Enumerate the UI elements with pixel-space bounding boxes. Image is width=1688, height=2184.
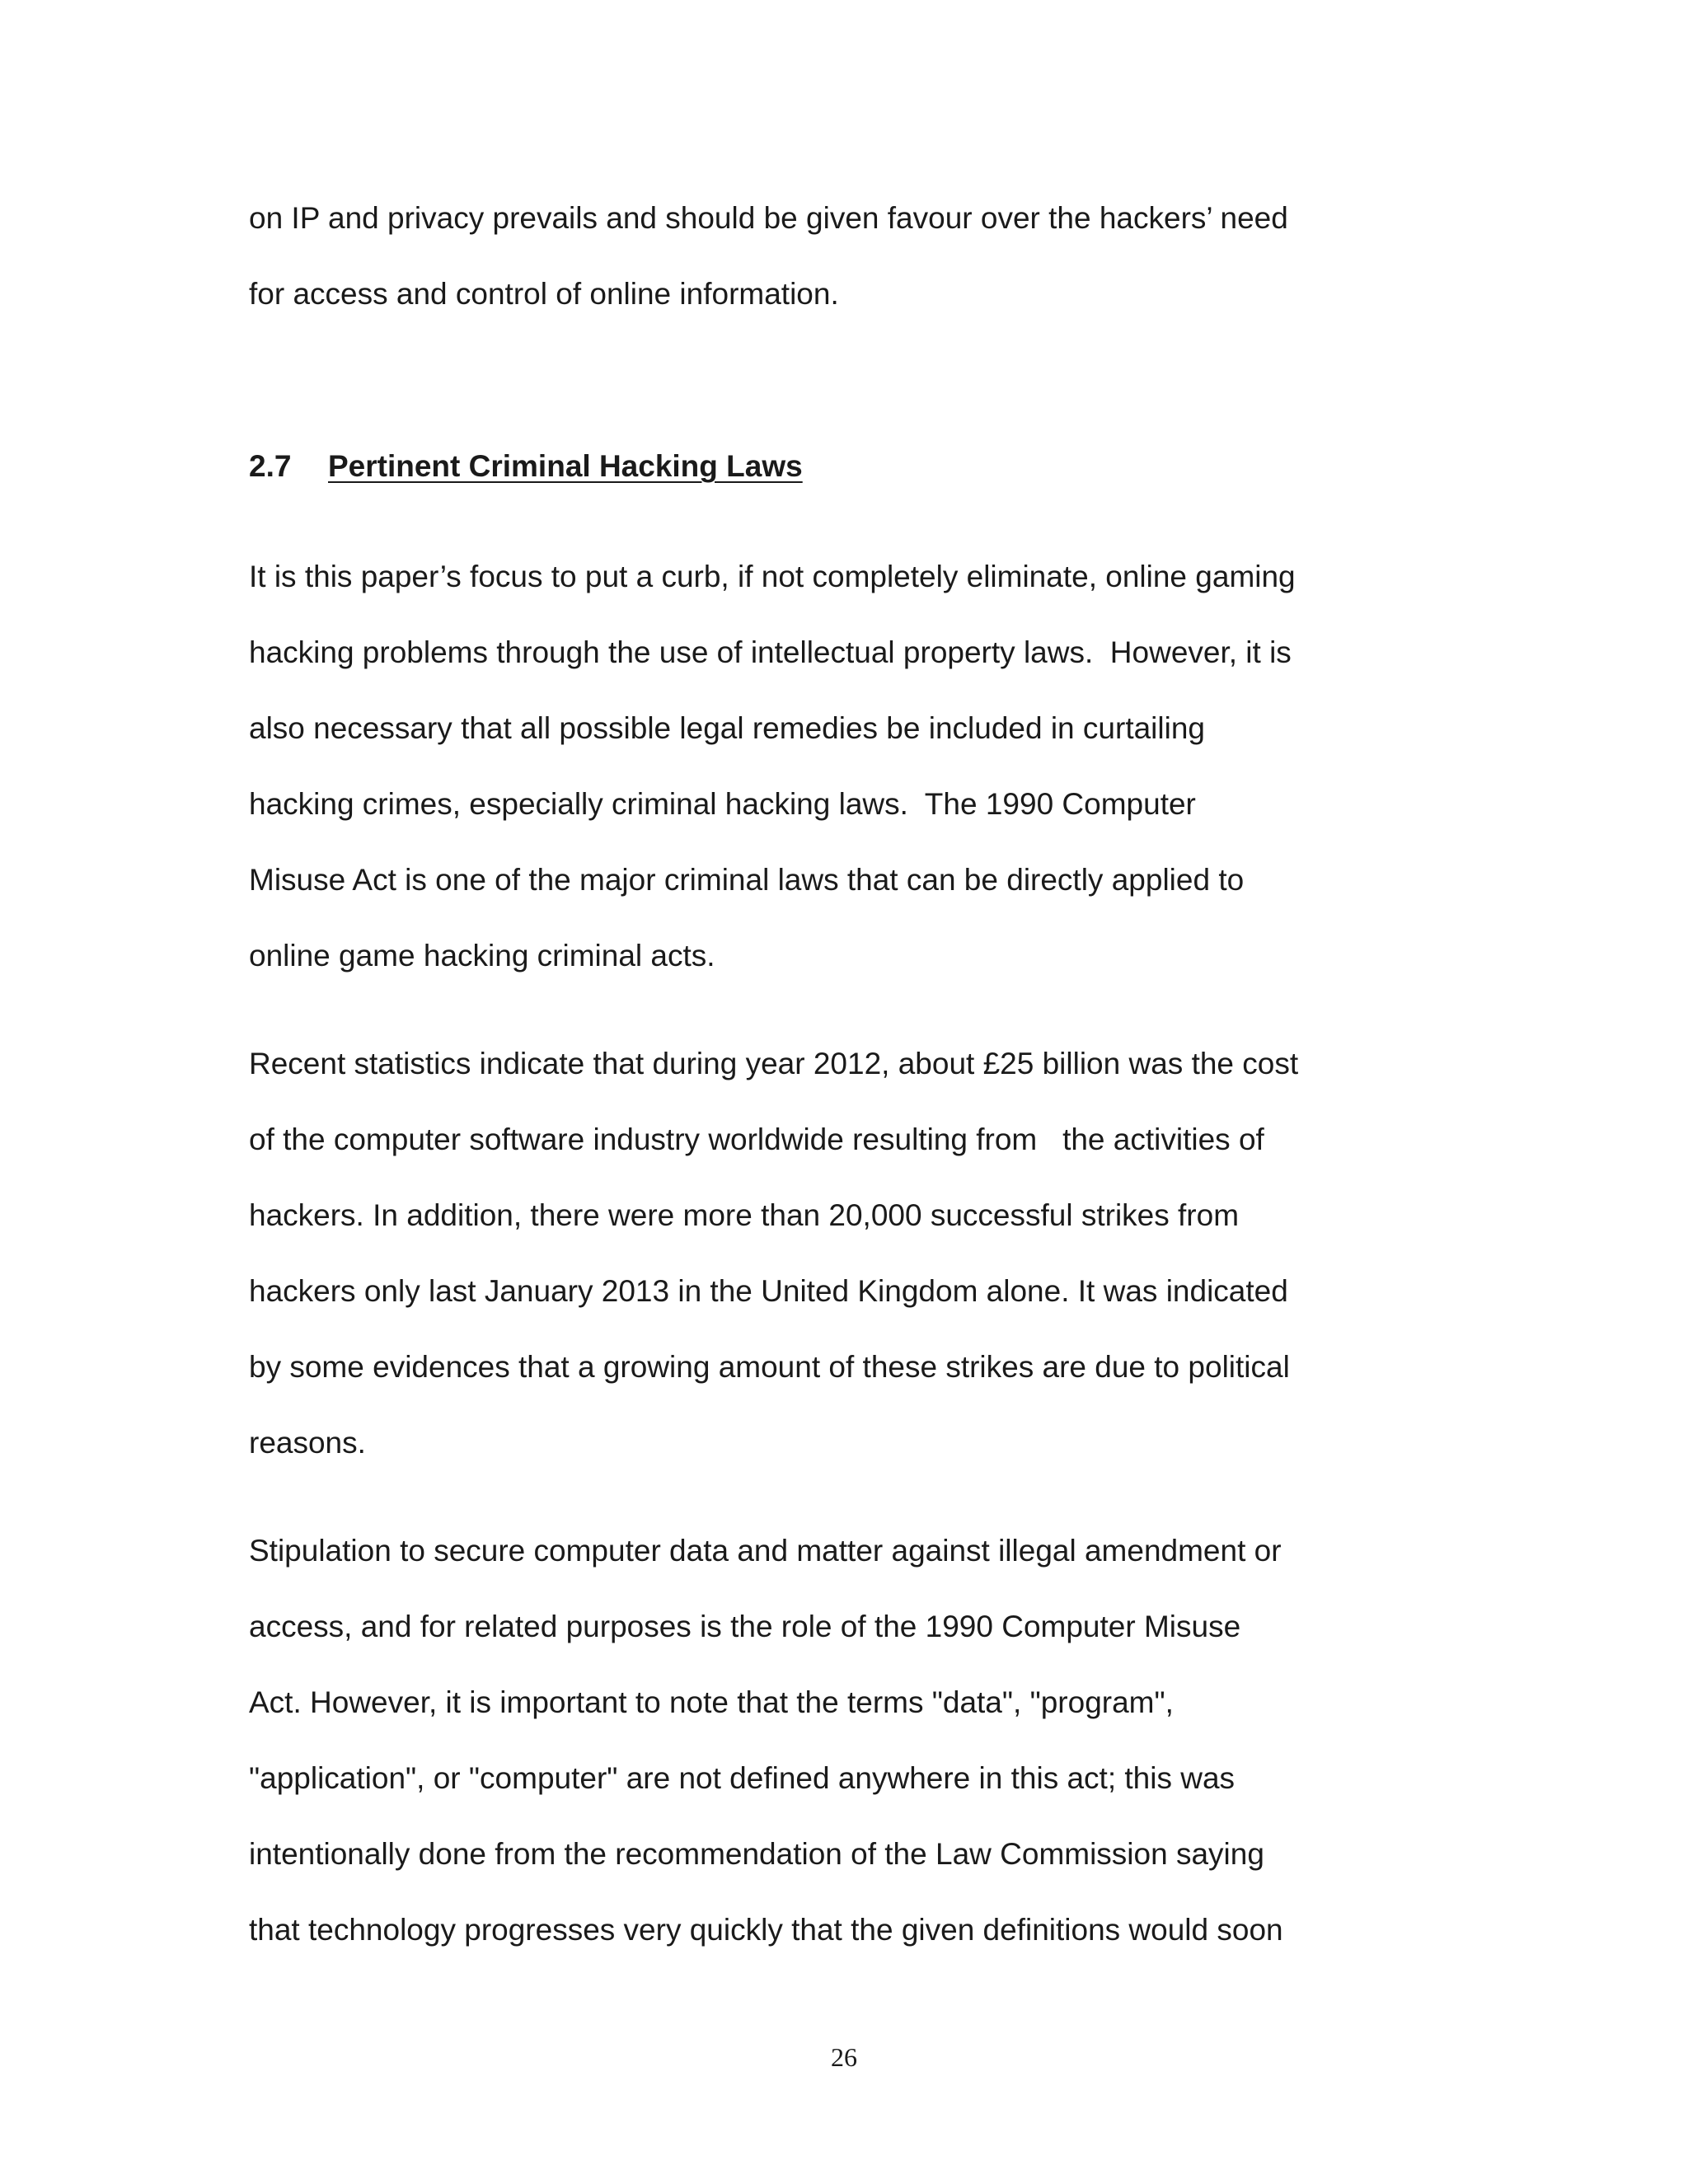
paragraph-2 [249, 1026, 1436, 1481]
text-line: Misuse Act is one of the major criminal laws that can be directly applied to [249, 863, 1245, 897]
paragraph-1 [249, 539, 1436, 994]
text-line: for access and control of online information. [249, 277, 839, 311]
section-heading [249, 442, 803, 491]
text-line: hacking crimes, especially criminal hacking laws. The 1990 Computer [249, 787, 1196, 821]
section-title: Pertinent Criminal Hacking Laws [328, 449, 803, 483]
text-line: It is this paper’s focus to put a curb, if not completely eliminate, online gaming [249, 560, 1296, 593]
section-number: 2.7 [249, 449, 292, 483]
text-line: Act. However, it is important to note that the terms "data", "program", [249, 1685, 1174, 1719]
text-line: by some evidences that a growing amount of these strikes are due to political [249, 1350, 1290, 1384]
paragraph-3 [249, 1513, 1436, 1968]
text-line: access, and for related purposes is the role of the 1990 Computer Misuse [249, 1610, 1241, 1643]
text-line: reasons. [249, 1426, 366, 1460]
text-line: that technology progresses very quickly that the given definitions would soon [249, 1913, 1283, 1947]
text-line: hackers only last January 2013 in the United Kingdom alone. It was indicated [249, 1274, 1288, 1308]
text-line: Stipulation to secure computer data and matter against illegal amendment or [249, 1534, 1282, 1568]
text-line: Recent statistics indicate that during year 2012, about £25 billion was the cost [249, 1047, 1299, 1080]
text-line: hackers. In addition, there were more than 20,000 successful strikes from [249, 1198, 1240, 1232]
text-line: hacking problems through the use of intellectual property laws. However, it is [249, 635, 1292, 669]
text-line: "application", or "computer" are not defined anywhere in this act; this was [249, 1761, 1236, 1795]
page-number: 26 [831, 2042, 857, 2072]
continuation-text [249, 180, 1436, 332]
text-line: online game hacking criminal acts. [249, 939, 715, 972]
text-line: on IP and privacy prevails and should be given favour over the hackers’ need [249, 201, 1288, 235]
text-line: also necessary that all possible legal remedies be included in curtailing [249, 711, 1205, 745]
text-line: intentionally done from the recommendation of the Law Commission saying [249, 1837, 1264, 1871]
text-line: of the computer software industry worldwide resulting from the activities of [249, 1122, 1264, 1156]
